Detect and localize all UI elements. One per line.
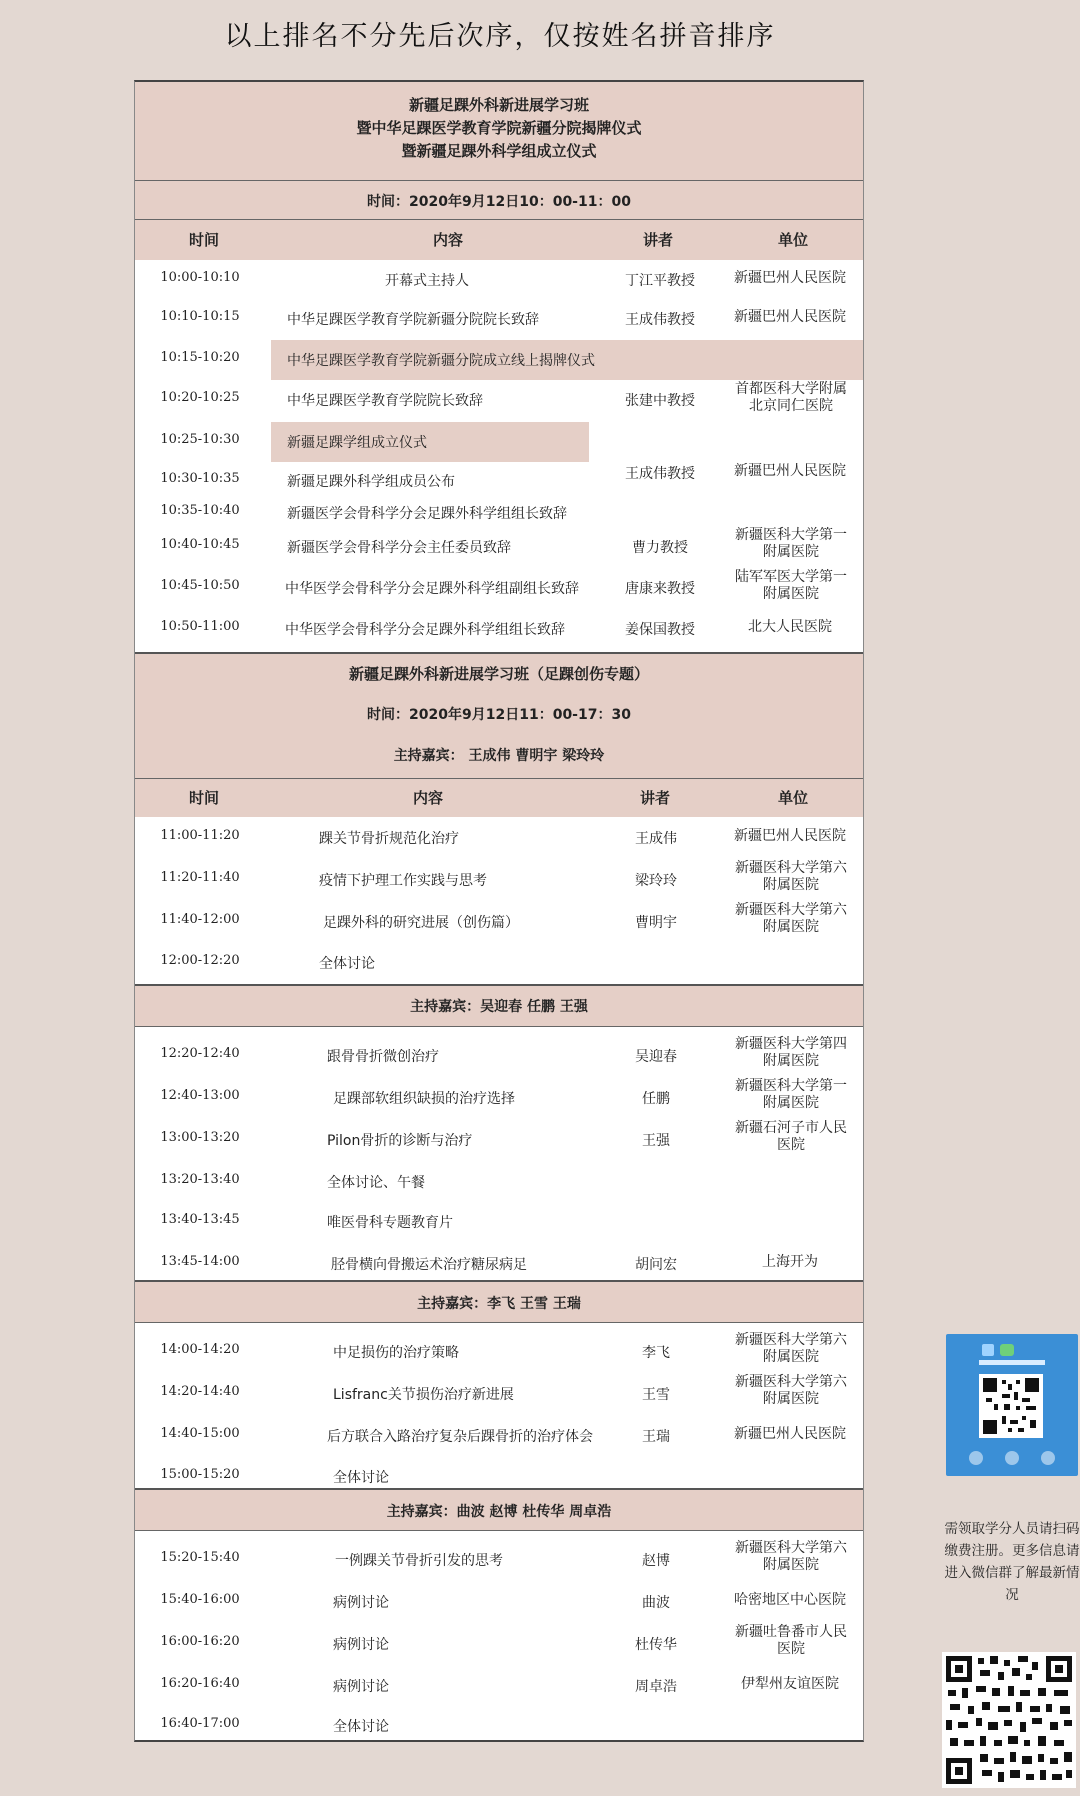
s1-speaker: 曹力教授: [632, 540, 688, 556]
qr-code-graphic: [942, 1652, 1076, 1788]
s1-content: 中华足踝医学教育学院新疆分院院长致辞: [287, 312, 539, 328]
s1-time: 10:50-11:00: [160, 619, 240, 634]
s5-speaker: 杜传华: [635, 1637, 677, 1653]
s2-unit: 新疆医科大学第六附属医院: [735, 860, 847, 893]
course-title: 新疆足踝外科新进展学习班（足踝创伤专题）: [348, 665, 649, 683]
column-header-band: [135, 220, 863, 260]
s3-unit: 上海开为: [762, 1254, 818, 1270]
s5-unit: 新疆吐鲁番市人民医院: [735, 1624, 847, 1657]
s2-time: 12:00-12:20: [160, 953, 240, 968]
s2-content: 足踝外科的研究进展（创伤篇）: [323, 915, 519, 931]
header-unit: 单位: [778, 231, 809, 249]
s3-time: 13:40-13:45: [160, 1212, 240, 1227]
s3-time: 12:40-13:00: [160, 1088, 240, 1103]
s5-unit: 新疆医科大学第六附属医院: [735, 1540, 847, 1573]
s1-speaker: 张建中教授: [625, 393, 695, 409]
s3-content: Pilon骨折的诊断与治疗: [327, 1133, 473, 1149]
s1-time: 10:15-10:20: [160, 350, 240, 365]
s1-speaker: 王成伟教授: [625, 312, 695, 328]
s1-time: 10:30-10:35: [160, 471, 240, 486]
divider: [135, 1026, 863, 1027]
s4-content: 后方联合入路治疗复杂后踝骨折的治疗体会: [327, 1429, 593, 1445]
registration-note: 需领取学分人员请扫码缴费注册。更多信息请进入微信群了解最新情况: [944, 1521, 1080, 1603]
s1-time: 10:35-10:40: [160, 503, 240, 518]
s5-time: 16:20-16:40: [160, 1676, 240, 1691]
s4-speaker: 李飞: [642, 1345, 670, 1361]
s1-unit: 新疆巴州人民医院: [734, 463, 846, 479]
s1-speaker: 王成伟教授: [625, 466, 695, 482]
course-time: 时间：2020年9月12日11：00-17：30: [367, 707, 631, 723]
s5-unit: 哈密地区中心医院: [734, 1592, 846, 1608]
s2-content: 全体讨论: [319, 956, 375, 972]
s4-unit: 新疆医科大学第六附属医院: [735, 1332, 847, 1365]
host-group-2: 主持嘉宾：吴迎春 任鹏 王强: [410, 999, 588, 1015]
s1-time: 10:40-10:45: [160, 537, 240, 552]
s4-time: 14:00-14:20: [160, 1342, 240, 1357]
s1-content: 中华足踝医学教育学院新疆分院成立线上揭牌仪式: [287, 353, 595, 369]
s3-content: 全体讨论、午餐: [327, 1175, 425, 1191]
s2-time: 11:00-11:20: [160, 828, 240, 843]
s5-content: 一例踝关节骨折引发的思考: [335, 1553, 503, 1569]
wechat-qr-card[interactable]: [946, 1334, 1078, 1476]
s2-unit: 新疆巴州人民医院: [734, 828, 846, 844]
s2-content: 踝关节骨折规范化治疗: [319, 831, 459, 847]
s1-unit: 新疆巴州人民医院: [734, 270, 846, 286]
s3-time: 12:20-12:40: [160, 1046, 240, 1061]
s5-time: 15:20-15:40: [160, 1550, 240, 1565]
s5-content: 病例讨论: [333, 1637, 389, 1653]
host-group-1: 主持嘉宾： 王成伟 曹明宇 梁玲玲: [393, 748, 605, 764]
s1-content: 新疆足踝外科学组成员公布: [287, 474, 455, 490]
host-group-4: 主持嘉宾：曲波 赵博 杜传华 周卓浩: [386, 1504, 612, 1520]
s5-speaker: 曲波: [642, 1595, 670, 1611]
s5-content: 全体讨论: [333, 1719, 389, 1735]
s1-content: 中华医学会骨科学分会足踝外科学组组长致辞: [285, 622, 565, 638]
ceremony-time: 时间：2020年9月12日10：00-11：00: [367, 194, 631, 210]
s1-unit: 北大人民医院: [748, 619, 832, 635]
s1-unit: 首都医科大学附属北京同仁医院: [735, 381, 847, 414]
header-time-2: 时间: [189, 789, 220, 807]
s1-content: 新疆足踝学组成立仪式: [287, 435, 427, 451]
s3-unit: 新疆医科大学第四附属医院: [735, 1036, 847, 1069]
column-header-band-2: [135, 779, 863, 817]
header-content-2: 内容: [413, 789, 444, 807]
divider: [135, 1322, 863, 1323]
s4-content: 中足损伤的治疗策略: [333, 1345, 459, 1361]
qr-card-graphic: [946, 1334, 1078, 1476]
s5-time: 15:40-16:00: [160, 1592, 240, 1607]
s3-speaker: 胡问宏: [635, 1257, 677, 1273]
s3-speaker: 任鹏: [642, 1091, 670, 1107]
s4-time: 14:20-14:40: [160, 1384, 240, 1399]
s3-content: 跟骨骨折微创治疗: [327, 1049, 439, 1065]
header-speaker: 讲者: [643, 231, 674, 249]
s1-content: 中华足踝医学教育学院院长致辞: [287, 393, 483, 409]
s4-speaker: 王雪: [642, 1387, 670, 1403]
host-group-3: 主持嘉宾：李飞 王雪 王瑞: [417, 1296, 581, 1312]
s5-time: 16:40-17:00: [160, 1716, 240, 1731]
s4-content: 全体讨论: [333, 1470, 389, 1486]
s1-time: 10:45-10:50: [160, 578, 240, 593]
s5-speaker: 周卓浩: [635, 1679, 677, 1695]
s3-speaker: 吴迎春: [635, 1049, 677, 1065]
s1-unit: 新疆巴州人民医院: [734, 309, 846, 325]
ceremony-title-line-1: 新疆足踝外科新进展学习班: [408, 96, 589, 114]
s2-time: 11:40-12:00: [160, 912, 240, 927]
ceremony-title-line-3: 暨新疆足踝外科学组成立仪式: [401, 142, 597, 160]
group-qr-code[interactable]: [942, 1652, 1076, 1788]
s3-time: 13:45-14:00: [160, 1254, 240, 1269]
s2-speaker: 王成伟: [635, 831, 677, 847]
s1-speaker: 姜保国教授: [625, 622, 695, 638]
s3-unit: 新疆医科大学第一附属医院: [735, 1078, 847, 1111]
s5-speaker: 赵博: [642, 1553, 670, 1569]
s2-unit: 新疆医科大学第六附属医院: [735, 902, 847, 935]
s1-time: 10:00-10:10: [160, 270, 240, 285]
s2-speaker: 曹明宇: [635, 915, 677, 931]
s1-unit: 新疆医科大学第一附属医院: [735, 527, 847, 560]
s1-unit: 陆军军医大学第一附属医院: [735, 569, 847, 602]
s5-unit: 伊犁州友谊医院: [741, 1676, 839, 1692]
top-note: 以上排名不分先后次序，仅按姓名拼音排序: [224, 21, 776, 52]
s3-content: 唯医骨科专题教育片: [327, 1215, 453, 1231]
s2-content: 疫情下护理工作实践与思考: [319, 873, 487, 889]
header-speaker-2: 讲者: [640, 789, 671, 807]
s3-time: 13:00-13:20: [160, 1130, 240, 1145]
s4-unit: 新疆医科大学第六附属医院: [735, 1374, 847, 1407]
divider: [135, 1530, 863, 1531]
s1-speaker: 唐康来教授: [625, 581, 695, 597]
s2-speaker: 梁玲玲: [635, 873, 677, 889]
s1-content: 新疆医学会骨科学分会主任委员致辞: [287, 540, 511, 556]
s3-speaker: 王强: [642, 1133, 670, 1149]
header-content: 内容: [433, 231, 464, 249]
header-unit-2: 单位: [778, 789, 809, 807]
s4-content: Lisfranc关节损伤治疗新进展: [333, 1387, 514, 1403]
s1-speaker: 丁江平教授: [625, 273, 695, 289]
s1-time: 10:25-10:30: [160, 432, 240, 447]
s1-content: 中华医学会骨科学分会足踝外科学组副组长致辞: [285, 581, 579, 597]
s3-content: 胫骨横向骨搬运术治疗糖尿病足: [331, 1257, 527, 1273]
s4-speaker: 王瑞: [642, 1429, 670, 1445]
s3-content: 足踝部软组织缺损的治疗选择: [333, 1091, 515, 1107]
s5-content: 病例讨论: [333, 1595, 389, 1611]
s1-time: 10:20-10:25: [160, 390, 240, 405]
s4-unit: 新疆巴州人民医院: [734, 1426, 846, 1442]
s4-time: 14:40-15:00: [160, 1426, 240, 1441]
ceremony-title-line-2: 暨中华足踝医学教育学院新疆分院揭牌仪式: [356, 119, 642, 137]
s1-time: 10:10-10:15: [160, 309, 240, 324]
schedule-table: [134, 80, 864, 1742]
s3-unit: 新疆石河子市人民医院: [735, 1120, 847, 1153]
s3-time: 13:20-13:40: [160, 1172, 240, 1187]
s2-time: 11:20-11:40: [160, 870, 240, 885]
header-time: 时间: [189, 231, 220, 249]
s5-content: 病例讨论: [333, 1679, 389, 1695]
s1-content: 开幕式主持人: [385, 273, 469, 289]
s4-time: 15:00-15:20: [160, 1467, 240, 1482]
s1-content: 新疆医学会骨科学分会足踝外科学组组长致辞: [287, 506, 567, 522]
s5-time: 16:00-16:20: [160, 1634, 240, 1649]
